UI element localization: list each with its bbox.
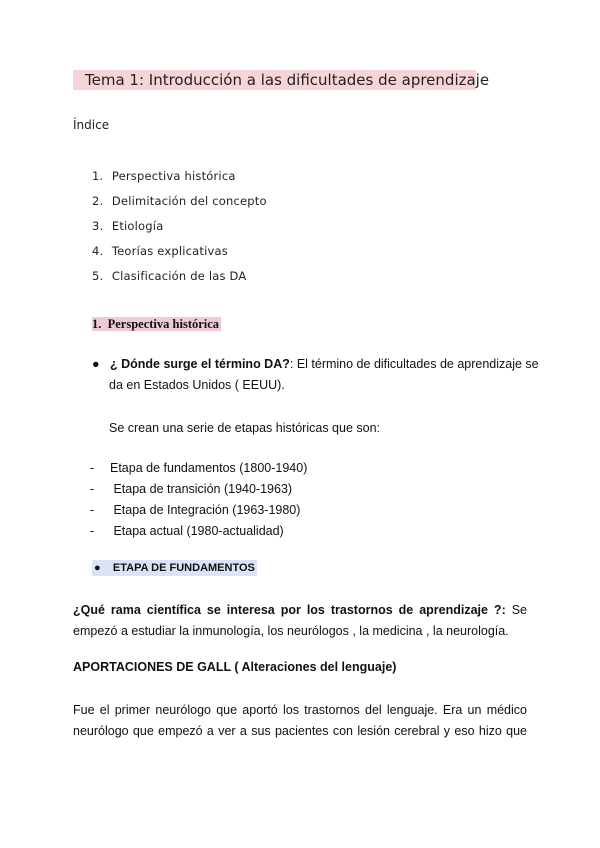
toc-item — [92, 194, 267, 208]
toc-label: Teorías explicativas — [111, 244, 228, 258]
question-line-1 — [73, 600, 527, 621]
etapa-fundamentos-label: ETAPA DE FUNDAMENTOS — [112, 562, 255, 574]
question-line-2: empezó a estudiar la inmunología, los neurólogos , la medicina , la neurología. — [73, 624, 509, 638]
etapa-highlight — [92, 560, 257, 576]
etapa-item — [90, 524, 284, 538]
etapa-label: Etapa de fundamentos (1800-1940) — [110, 461, 308, 475]
toc-item — [92, 169, 236, 183]
etapa-item — [90, 503, 300, 517]
question-answer-start: Se — [505, 603, 528, 617]
toc-number: 2. — [92, 194, 104, 208]
bullet-dot-icon: ● — [94, 562, 101, 574]
dash-icon: - — [90, 524, 95, 538]
toc-label: Delimitación del concepto — [111, 194, 267, 208]
toc-number: 3. — [92, 219, 104, 233]
question-bold: ¿Qué rama científica se interesa por los trastornos de aprendizaje ?: — [73, 603, 506, 617]
etapa-label: Etapa de Integración (1963-1980) — [110, 503, 301, 517]
document-title: Tema 1: Introducción a las dificultades de aprendizaje — [73, 70, 476, 90]
toc-number: 4. — [92, 244, 104, 258]
toc-item — [92, 219, 163, 233]
section-heading-1 — [92, 315, 221, 333]
bullet-continuation: da en Estados Unidos ( EEUU). — [109, 378, 285, 392]
section-highlight — [92, 317, 221, 331]
dash-icon: - — [90, 503, 95, 517]
bullet-dot-icon: ● — [92, 357, 100, 371]
toc-label: Perspectiva histórica — [111, 169, 236, 183]
toc-label: Clasificación de las DA — [111, 269, 247, 283]
dash-icon: - — [90, 482, 95, 496]
dash-icon: - — [90, 461, 95, 475]
toc-number: 1. — [92, 169, 104, 183]
toc-item — [92, 244, 228, 258]
gall-text-line-1: Fue el primer neurólogo que aportó los trastornos del lenguaje. Era un médico — [73, 703, 527, 717]
toc-number: 5. — [92, 269, 104, 283]
etapa-label: Etapa de transición (1940-1963) — [110, 482, 293, 496]
section-label: Perspectiva histórica — [107, 317, 220, 331]
etapa-label: Etapa actual (1980-actualidad) — [110, 524, 284, 538]
etapas-intro: Se crean una serie de etapas históricas que son: — [109, 421, 381, 435]
index-heading: Índice — [73, 118, 110, 132]
section-number: 1. — [92, 317, 102, 331]
bullet-text: : El término de dificultades de aprendizaje se — [289, 357, 539, 371]
gall-heading: APORTACIONES DE GALL ( Alteraciones del lenguaje) — [73, 660, 397, 674]
etapa-item — [90, 482, 292, 496]
etapa-item — [90, 461, 307, 475]
gall-text-line-2: neurólogo que empezó a ver a sus pacientes con lesión cerebral y eso hizo que — [73, 724, 527, 738]
toc-item — [92, 269, 246, 283]
toc-label: Etiología — [111, 219, 164, 233]
etapa-fundamentos-heading — [92, 562, 257, 574]
bullet-item — [92, 357, 539, 371]
bullet-question: ¿ Dónde surge el término DA? — [109, 357, 290, 371]
